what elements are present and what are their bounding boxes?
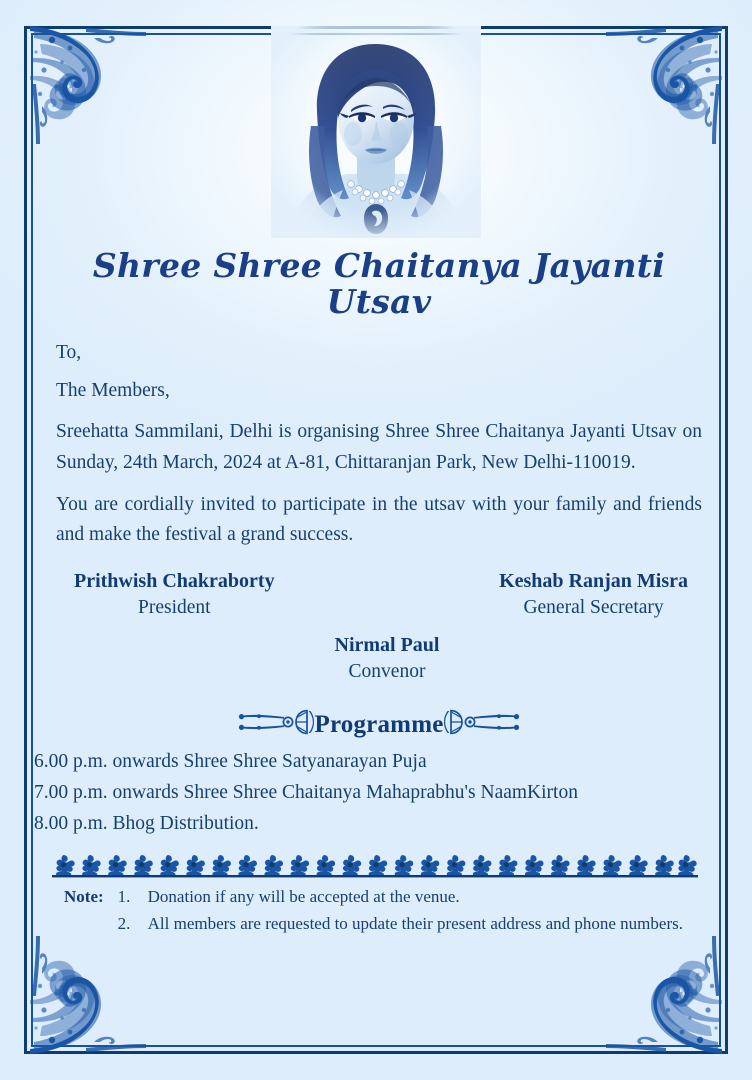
- programme-item: 7.00 p.m. onwards Shree Shree Chaitanya Mahaprabhu's NaamKirton: [34, 782, 578, 804]
- chaitanya-mahaprabhu-portrait: [271, 26, 481, 238]
- note-text: All members are requested to update their present address and phone numbers.: [147, 914, 683, 934]
- signatory-name: Prithwish Chakraborty: [74, 570, 275, 593]
- notes-section: [56, 885, 702, 938]
- signatory-name: Keshab Ranjan Misra: [499, 570, 688, 593]
- note-text: Donation if any will be accepted at the venue.: [147, 887, 460, 907]
- border-bottom-outer: [24, 1051, 728, 1054]
- signatory-row-top: [56, 568, 702, 621]
- border-bottom-inner: [31, 1045, 721, 1047]
- note-number: 2.: [117, 914, 131, 934]
- programme-ornament-right-icon: [444, 709, 520, 740]
- card-content: [34, 246, 702, 939]
- programme-item: 8.00 p.m. Bhog Distribution.: [34, 813, 259, 835]
- signatory-convenor: [74, 632, 688, 685]
- border-right-outer: [725, 26, 728, 1054]
- corner-flourish-bottom-left-icon: [22, 922, 170, 1062]
- page-title: Shree Shree Chaitanya Jayanti Utsav: [92, 246, 666, 322]
- note-item: [118, 912, 702, 937]
- fleuron-divider: [52, 853, 698, 879]
- signatory-name: Nirmal Paul: [334, 633, 440, 656]
- programme-heading: [56, 709, 702, 740]
- notes-list: [118, 885, 702, 938]
- note-item: [118, 885, 702, 910]
- corner-flourish-top-right-icon: [582, 18, 730, 158]
- notes-label: Note:: [64, 887, 104, 907]
- signatory-role: President: [138, 597, 211, 619]
- salutation-members: The Members,: [56, 379, 170, 401]
- signatory-role: Convenor: [348, 660, 426, 682]
- salutation-to: To,: [56, 341, 82, 363]
- invitation-paragraph-1: Sreehatta Sammilani, Delhi is organising Shree Shree Chaitanya Jayanti Utsav on Sunday, 24th March, 2024 at A-81, Chittaranjan Park, New Delhi-110019.: [56, 421, 702, 473]
- programme-list: [34, 746, 702, 840]
- note-number: 1.: [117, 887, 131, 907]
- programme-title: Programme: [314, 710, 444, 738]
- border-right-inner: [719, 33, 721, 1047]
- corner-flourish-bottom-right-icon: [582, 922, 730, 1062]
- corner-flourish-top-left-icon: [22, 18, 170, 158]
- programme-ornament-left-icon: [238, 709, 314, 740]
- invitation-paragraph-2: You are cordially invited to participate in the utsav with your family and friends and make the festival a grand success.: [56, 493, 702, 545]
- signatory-role: General Secretary: [523, 597, 664, 619]
- signatory-president: [74, 568, 275, 621]
- signatory-general-secretary: [499, 568, 688, 621]
- signatory-row-bottom: [56, 632, 702, 685]
- border-left-inner: [31, 33, 33, 1047]
- programme-item: 6.00 p.m. onwards Shree Shree Satyanarayan Puja: [34, 750, 427, 772]
- border-left-outer: [24, 26, 27, 1054]
